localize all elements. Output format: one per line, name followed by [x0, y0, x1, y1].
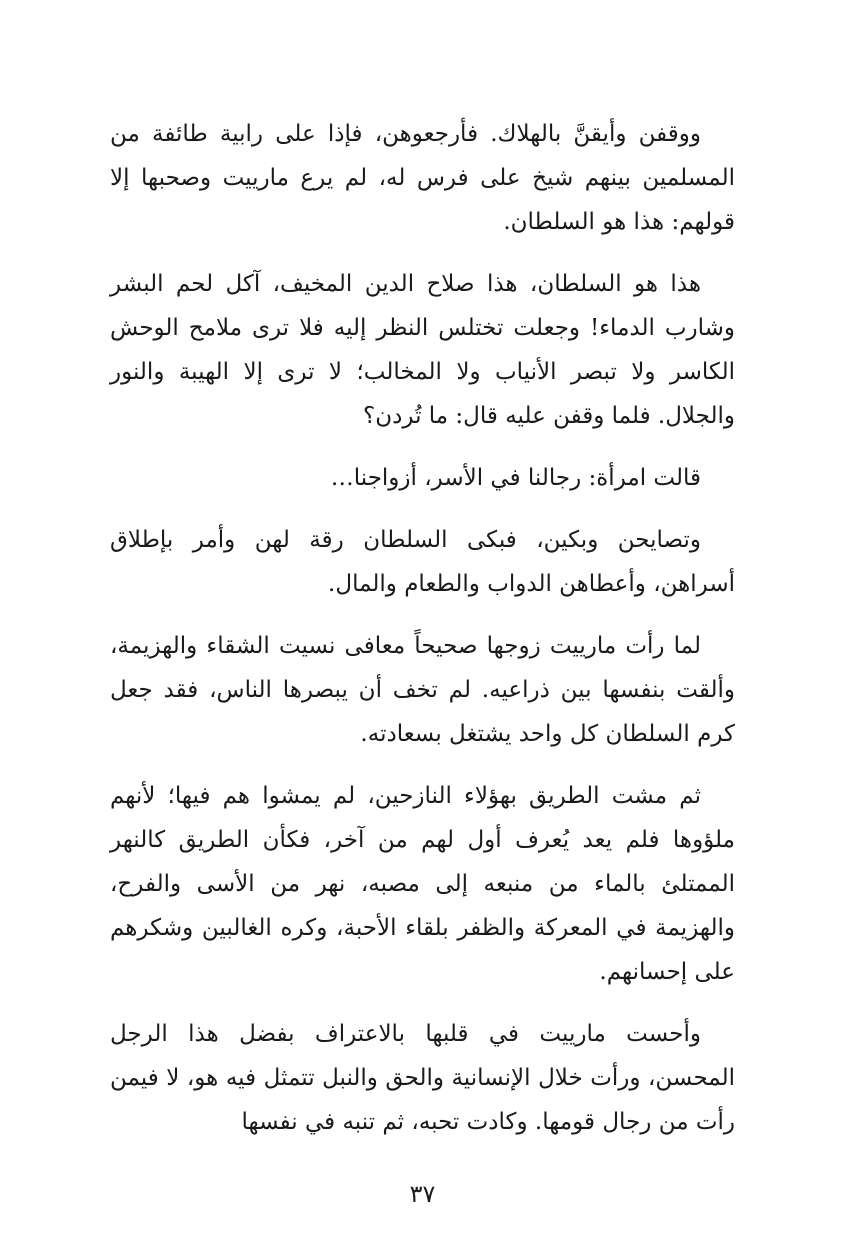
paragraph: وتصايحن وبكين، فبكى السلطان رقة لهن وأمر بإطلاق أسراهن، وأعطاهن الدواب والطعام والمال. [110, 527, 735, 597]
paragraph: ثم مشت الطريق بهؤلاء النازحين، لم يمشوا هم فيها؛ لأنهم ملؤوها فلم يعد يُعرف أول لهم من آخر، فكأن الطريق كالنهر الممتلئ بالماء من منبعه إلى مصبه، نهر من الأسى والفرح، والهزيمة في المعركة والظفر بلقاء الأحبة، وكره الغالبين وشكرهم على إحسانهم. [110, 783, 735, 985]
paragraph: وأحست مارييت في قلبها بالاعتراف بفضل هذا الرجل المحسن، ورأت خلال الإنسانية والحق والنبل تتمثل فيه هو، لا فيمن رأت من رجال قومها. وكادت تحبه، ثم تنبه في نفسها [110, 1021, 735, 1135]
paragraph: قالت امرأة: رجالنا في الأسر، أزواجنا… [330, 465, 701, 491]
paragraph: لما رأت مارييت زوجها صحيحاً معافى نسيت الشقاء والهزيمة، وألقت بنفسها بين ذراعيه. لم تخف أن يبصرها الناس، فقد جعل كرم السلطان كل واحد يشتغل بسعادته. [110, 633, 735, 747]
body-text [110, 112, 735, 1162]
paragraph: ووقفن وأيقنَّ بالهلاك. فأرجعوهن، فإذا على رابية طائفة من المسلمين بينهم شيخ على فرس له، لم يرع مارييت وصحبها إلا قولهم: هذا هو السلطان. [110, 121, 735, 235]
paragraph: هذا هو السلطان، هذا صلاح الدين المخيف، آكل لحم البشر وشارب الدماء! وجعلت تختلس النظر إليه فلا ترى ملامح الوحش الكاسر ولا تبصر الأنياب ولا المخالب؛ لا ترى إلا الهيبة والنور والجلال. فلما وقفن عليه قال: ما تُردن؟ [110, 271, 735, 429]
page-number: ٣٧ [409, 1180, 436, 1208]
